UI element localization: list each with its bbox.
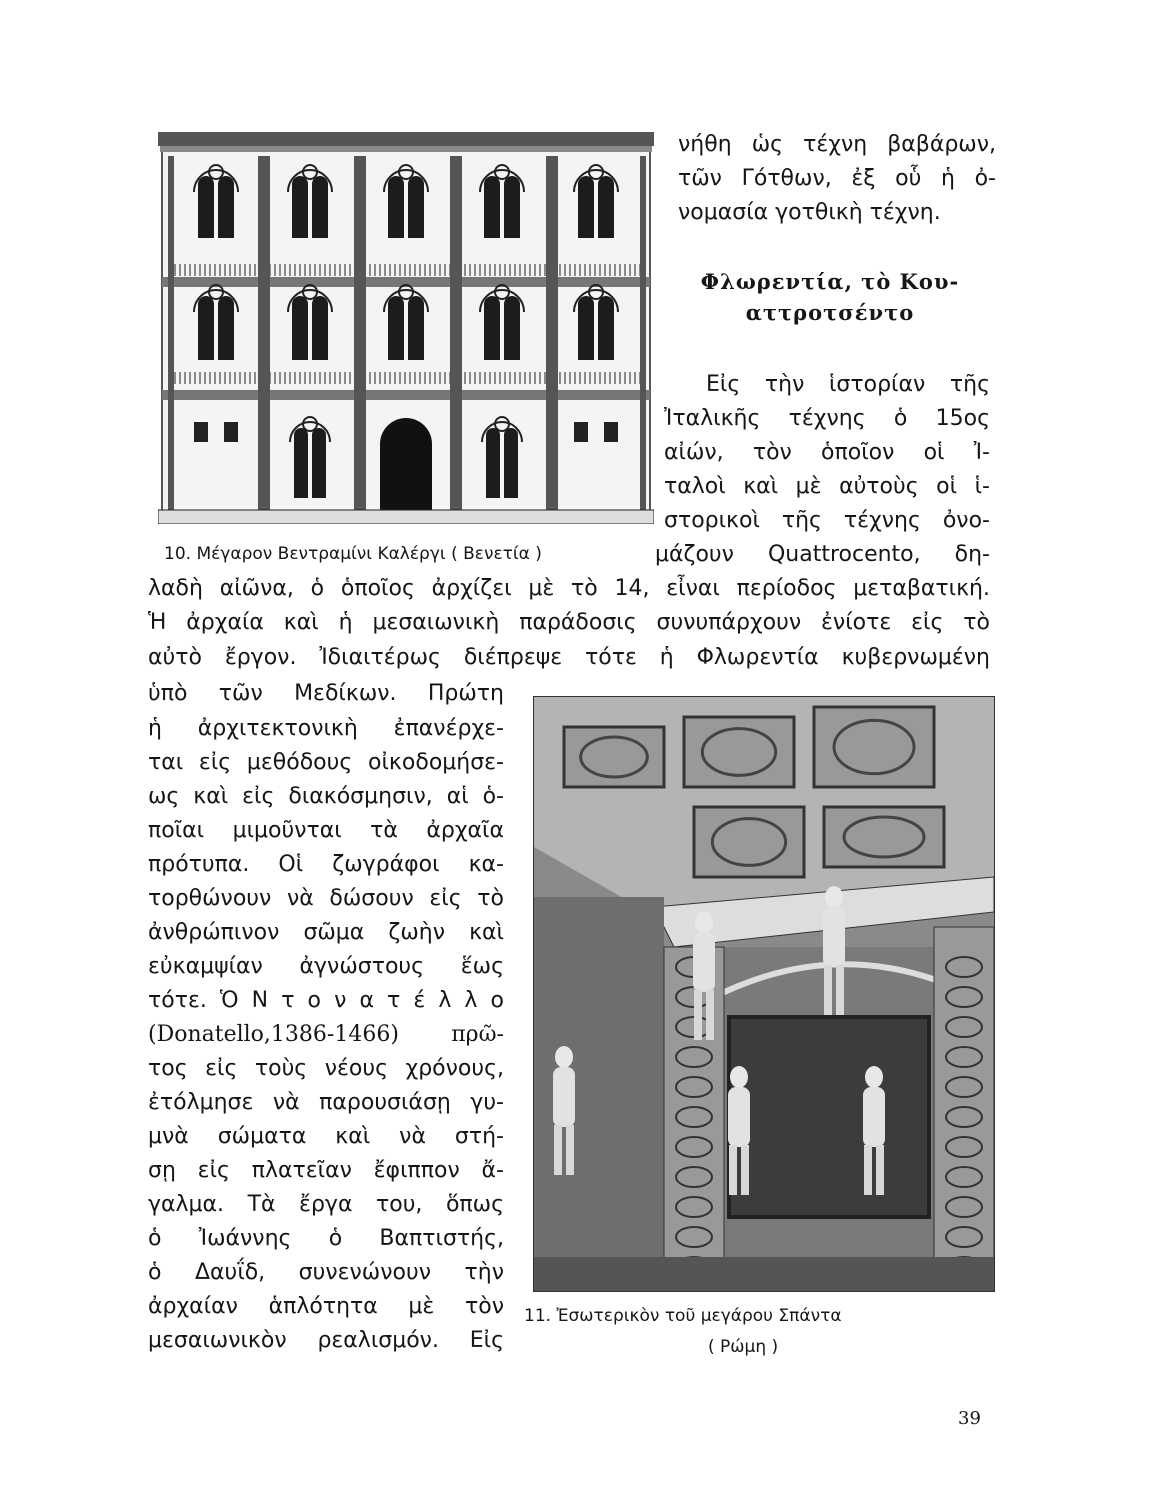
text-right-para-2: αἰών, τὸν ὁποῖον οἱ Ἰ- [664,440,990,465]
window-light [312,296,328,360]
figure-10-caption: 10. Μέγαρον Βεντραμίνι Καλέργι ( Βενετία ) [164,544,542,564]
text-right-para-5: μάζουν Quattrocento, δη- [655,542,990,567]
text-left-19: μεσαιωνικὸν ρεαλισμόν. Εἰς [148,1328,504,1353]
ground-window [194,422,208,442]
facade-column [360,156,366,511]
floor-shadow [534,1257,994,1291]
window-light [408,176,424,238]
statue-leg [876,1145,884,1195]
window-light [578,296,594,360]
window-light [484,176,500,238]
text-left-16: ὁ Ἰωάννης ὁ Βαπτιστής, [148,1226,504,1251]
statue-head [825,886,843,908]
statue-torso [823,907,845,967]
window-light [218,176,234,238]
pilaster [934,927,994,1291]
statue-leg [729,1145,737,1195]
text-left-5: πρότυπα. Οἱ ζωγράφοι κα- [148,852,504,877]
window-light [504,428,518,498]
window-light [198,176,214,238]
window-light [292,176,308,238]
text-left-9: τότε. Ὁ Ν τ ο ν α τ έ λ λ ο [148,988,504,1013]
ground-window [604,422,618,442]
window-light [598,176,614,238]
window-light [486,428,500,498]
text-left-1: ἡ ἀρχιτεκτονικὴ ἐπανέρχε- [148,716,504,741]
facade-column [354,156,360,511]
text-left-18: ἀρχαίαν ἁπλότητα μὲ τὸν [148,1294,504,1319]
facade-column [450,156,456,511]
text-left-14: σῃ εἰς πλατεῖαν ἔφιππον ἄ- [148,1158,504,1183]
statue-leg [741,1145,749,1195]
text-right-para-1: Ἰταλικῆς τέχνης ὁ 15ος [664,406,990,431]
text-left-15: γαλμα. Τὰ ἔργα του, ὅπως [148,1192,504,1217]
section-heading-line1: Φλωρεντία, τὸ Κου- [700,269,960,294]
text-left-2: ται εἰς μεθόδους οἰκοδομήσε- [148,750,504,775]
text-top-right-2: νομασία γοτθικὴ τέχνη. [678,200,941,225]
window-light [484,296,500,360]
facade-column [640,156,646,511]
text-full-1: Ἡ ἀρχαία καὶ ἡ μεσαιωνικὴ παράδοσις συνυπάρχουν ἐνίοτε εἰς τὸ [148,610,990,635]
text-left-17: ὁ Δαυΐδ, συνενώνουν τὴν [148,1260,504,1285]
figure-11-caption-line1: 11. Ἐσωτερικὸν τοῦ μεγάρου Σπάντα [524,1306,842,1326]
facade-column [168,156,174,511]
statue-leg [824,965,832,1015]
statue-leg [554,1125,562,1175]
window-light [504,176,520,238]
facade-cornice [158,132,654,146]
window-light [578,176,594,238]
facade-column [552,156,558,511]
statue-leg [694,990,702,1040]
figure-11-caption-line2: ( Ρώμη ) [708,1337,779,1357]
window-light [312,428,326,498]
statue-torso [863,1087,885,1147]
text-top-right-0: νήθη ὡς τέχνη βαβάρων, [678,132,996,157]
text-left-8: εὐκαμψίαν ἀγνώστους ἕως [148,954,504,979]
window-light [294,428,308,498]
window-light [598,296,614,360]
text-top-right-1: τῶν Γότθων, ἐξ οὗ ἡ ὀ- [678,166,996,191]
section-heading-line2: αττροτσέντο [745,300,915,325]
palazzo-spada-interior-photo [534,697,994,1291]
statue-head [730,1066,748,1088]
statue-leg [864,1145,872,1195]
window-light [388,176,404,238]
page-number: 39 [958,1408,981,1429]
facade-base [158,510,654,524]
text-left-11: τος εἰς τοὺς νέους χρόνους, [148,1056,504,1081]
facade-column [264,156,270,511]
facade-portal [380,418,432,510]
text-full-0: λαδὴ αἰῶνα, ὁ ὁποῖος ἀρχίζει μὲ τὸ 14, εἶναι περίοδος μεταβατική. [148,576,990,601]
facade-cornice-band [160,146,652,152]
window-light [312,176,328,238]
window-light [388,296,404,360]
text-left-0: ὑπὸ τῶν Μεδίκων. Πρώτη [148,681,504,706]
statue-head [695,911,713,933]
statue-leg [836,965,844,1015]
text-right-para-4: στορικοὶ τῆς τέχνης ὀνο- [664,508,990,533]
text-full-2: αὐτὸ ἔργον. Ἰδιαιτέρως διέπρεψε τότε ἡ Φλωρεντία κυβερνωμένη [148,645,990,670]
statue-torso [553,1067,575,1127]
text-left-12: ἐτόλμησε νὰ παρουσιάσῃ γυ- [148,1090,504,1115]
window-light [198,296,214,360]
statue-torso [693,932,715,992]
figure-10-image [158,132,654,524]
statue-head [865,1066,883,1088]
ground-window [224,422,238,442]
window-light [504,296,520,360]
facade-column [546,156,552,511]
text-left-7: ἀνθρώπινον σῶμα ζωὴν καὶ [148,920,504,945]
facade-column [258,156,264,511]
statue-leg [566,1125,574,1175]
wall-niche [729,1017,929,1217]
text-left-6: τορθώνουν νὰ δώσουν εἰς τὸ [148,886,504,911]
text-right-para-3: ταλοὶ καὶ μὲ αὐτοὺς οἱ ἱ- [664,474,990,499]
statue-leg [706,990,714,1040]
palazzo-facade-drawing [158,132,654,524]
window-light [408,296,424,360]
statue-torso [728,1087,750,1147]
text-left-3: ως καὶ εἰς διακόσμησιν, αἱ ὁ- [148,784,504,809]
window-light [292,296,308,360]
text-right-para-0: Εἰς τὴν ἱστορίαν τῆς [706,372,990,397]
facade-column [456,156,462,511]
text-left-10: (Donatello,1386-1466) πρῶ- [148,1022,504,1047]
facade-floor-band [162,390,650,400]
statue-head [555,1046,573,1068]
text-left-4: ποῖαι μιμοῦνται τὰ ἀρχαῖα [148,818,504,843]
text-left-13: μνὰ σώματα καὶ νὰ στή- [148,1124,504,1149]
ground-window [574,422,588,442]
window-light [218,296,234,360]
figure-11-image [533,696,995,1292]
